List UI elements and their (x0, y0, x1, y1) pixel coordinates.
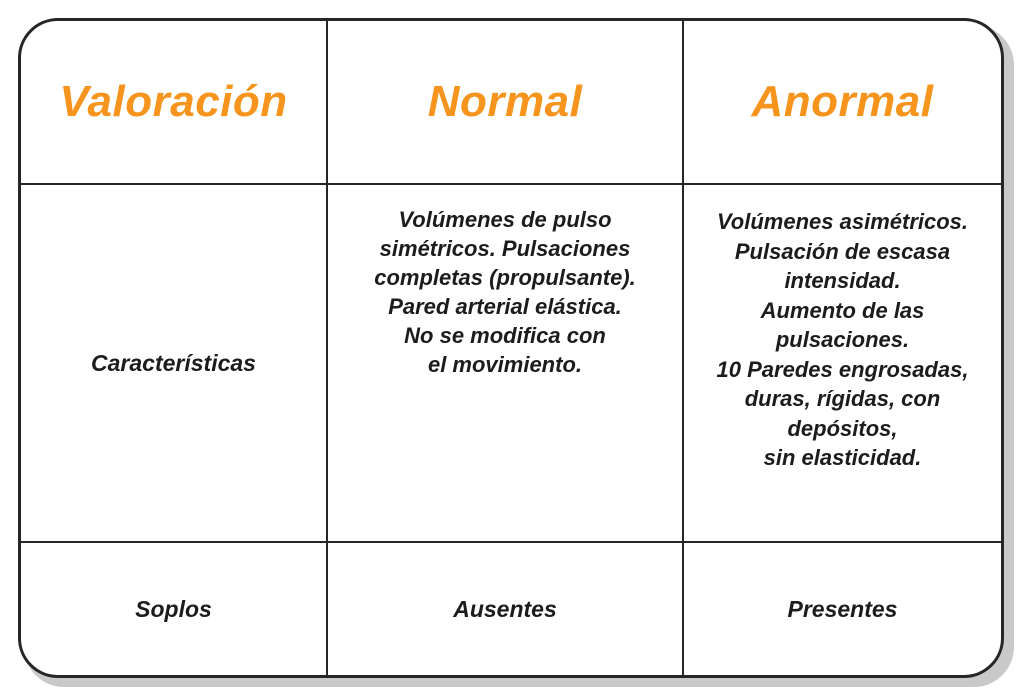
text-line: pulsaciones. (775, 327, 910, 352)
comparison-table-card (18, 18, 1004, 678)
text-line: No se modifica con (404, 323, 606, 348)
text-line: Volúmenes de pulso (398, 207, 612, 232)
header-normal: Normal (327, 21, 683, 184)
text-line: intensidad. (784, 268, 901, 293)
text-line: sin elasticidad. (763, 445, 922, 470)
cell-anormal-caracteristicas (683, 184, 1001, 542)
text-line: 10 Paredes engrosadas, (716, 356, 969, 382)
table-row (21, 542, 1001, 675)
text-line: el movimiento. (427, 352, 583, 377)
row-label-soplos: Soplos (21, 542, 327, 675)
text-line: duras, rígidas, con (744, 386, 941, 411)
cell-normal-caracteristicas (327, 184, 683, 542)
text-line: simétricos. Pulsaciones (379, 236, 631, 261)
text-line: Aumento de las (760, 297, 925, 323)
text-line: Volúmenes asimétricos. (716, 209, 969, 234)
text-line: completas (propulsante). (374, 265, 636, 290)
cell-normal-soplos: Ausentes (327, 542, 683, 675)
table-row (21, 184, 1001, 542)
text-line: Pulsación de escasa (734, 238, 951, 264)
cell-anormal-soplos: Presentes (683, 542, 1001, 675)
text-line: Pared arterial elástica. (388, 294, 622, 319)
text-line: depósitos, (787, 415, 898, 441)
header-anormal: Anormal (683, 21, 1001, 184)
comparison-table (21, 21, 1001, 675)
header-valoracion: Valoración (21, 21, 327, 184)
row-label-caracteristicas: Características (21, 184, 327, 542)
header-row (21, 21, 1001, 184)
